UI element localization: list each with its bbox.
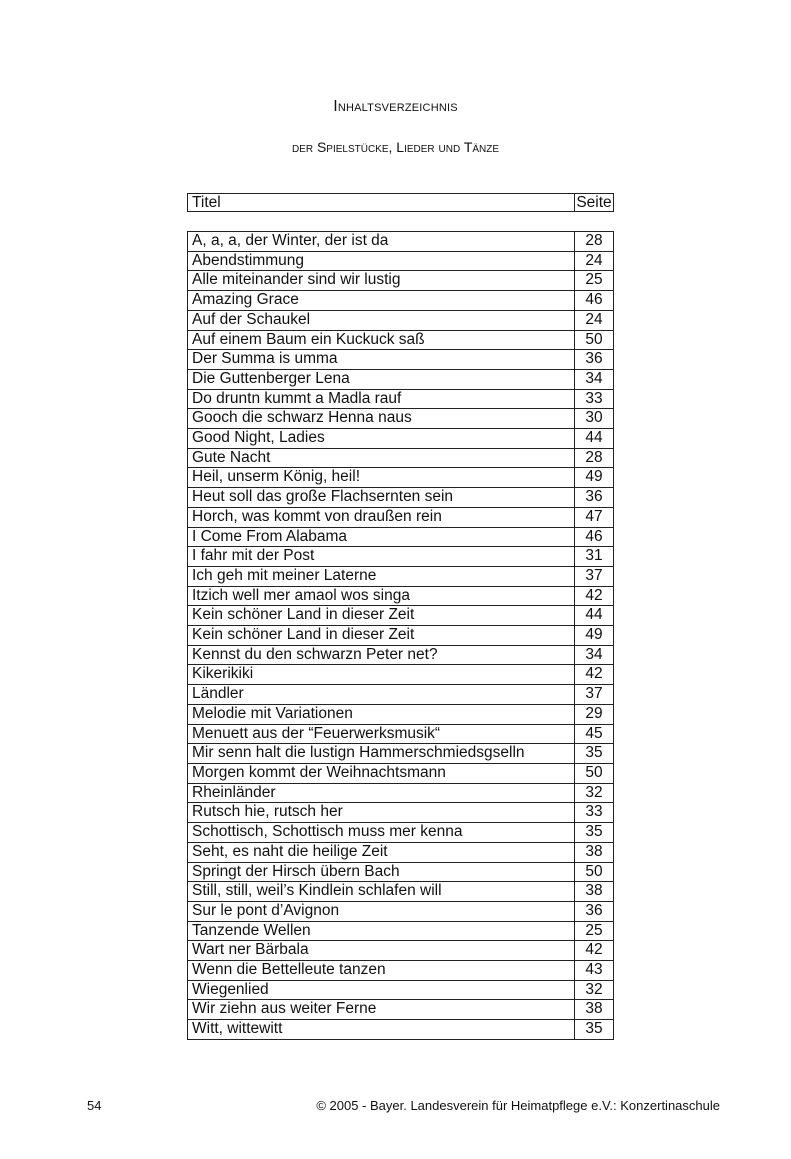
table-row xyxy=(188,468,614,488)
entry-title: Good Night, Ladies xyxy=(188,429,575,449)
entry-page: 31 xyxy=(575,547,614,567)
entry-title: Springt der Hirsch übern Bach xyxy=(188,862,575,882)
entry-page: 38 xyxy=(575,882,614,902)
entry-page: 47 xyxy=(575,507,614,527)
entry-page: 50 xyxy=(575,330,614,350)
entry-title: Menuett aus der “Feuerwerksmusik“ xyxy=(188,724,575,744)
table-row xyxy=(188,291,614,311)
entry-page: 33 xyxy=(575,389,614,409)
entry-page: 35 xyxy=(575,1020,614,1040)
entry-title: Kein schöner Land in dieser Zeit xyxy=(188,626,575,646)
table-row xyxy=(188,685,614,705)
table-row xyxy=(188,310,614,330)
table-row xyxy=(188,645,614,665)
table-row xyxy=(188,626,614,646)
entry-title: Heut soll das große Flachsernten sein xyxy=(188,488,575,508)
entry-title: Gooch die schwarz Henna naus xyxy=(188,409,575,429)
table-row xyxy=(188,606,614,626)
entry-page: 32 xyxy=(575,980,614,1000)
entry-page: 37 xyxy=(575,566,614,586)
entry-page: 25 xyxy=(575,271,614,291)
entry-title: Melodie mit Variationen xyxy=(188,704,575,724)
table-row xyxy=(188,803,614,823)
table-row xyxy=(188,882,614,902)
entry-title: Still, still, weil’s Kindlein schlafen will xyxy=(188,882,575,902)
entry-title: Der Summa is umma xyxy=(188,350,575,370)
entry-title: A, a, a, der Winter, der ist da xyxy=(188,232,575,252)
entry-page: 36 xyxy=(575,488,614,508)
table-row xyxy=(188,507,614,527)
entry-page: 44 xyxy=(575,606,614,626)
toc-header-row xyxy=(188,194,614,212)
entry-page: 28 xyxy=(575,232,614,252)
entry-title: Abendstimmung xyxy=(188,251,575,271)
entry-title: Seht, es naht die heilige Zeit xyxy=(188,842,575,862)
entry-title: Kikerikiki xyxy=(188,665,575,685)
table-row xyxy=(188,547,614,567)
page-column-header: Seite xyxy=(576,194,612,211)
table-row xyxy=(188,251,614,271)
entry-title: Alle miteinander sind wir lustig xyxy=(188,271,575,291)
entry-title: Die Guttenberger Lena xyxy=(188,369,575,389)
entry-title: Mir senn halt die lustign Hammerschmiedsgselln xyxy=(188,744,575,764)
table-row xyxy=(188,488,614,508)
footer-copyright: © 2005 - Bayer. Landesverein für Heimatpflege e.V.: Konzertinaschule xyxy=(316,1098,720,1113)
entry-title: Wir ziehn aus weiter Ferne xyxy=(188,1000,575,1020)
entry-title: Gute Nacht xyxy=(188,448,575,468)
entry-page: 42 xyxy=(575,586,614,606)
toc-header-table xyxy=(187,193,614,212)
entry-page: 28 xyxy=(575,448,614,468)
entry-page: 34 xyxy=(575,645,614,665)
entry-page: 37 xyxy=(575,685,614,705)
entry-title: Rutsch hie, rutsch her xyxy=(188,803,575,823)
entry-page: 34 xyxy=(575,369,614,389)
entry-page: 36 xyxy=(575,350,614,370)
entry-title: Rheinländer xyxy=(188,783,575,803)
entry-title: Tanzende Wellen xyxy=(188,921,575,941)
table-row xyxy=(188,665,614,685)
entry-page: 43 xyxy=(575,961,614,981)
entry-title: Schottisch, Schottisch muss mer kenna xyxy=(188,823,575,843)
entry-page: 24 xyxy=(575,251,614,271)
title-column-header: Titel xyxy=(188,194,575,212)
entry-title: Wiegenlied xyxy=(188,980,575,1000)
page-subtitle: der Spielstücke, Lieder und Tänze xyxy=(291,139,500,155)
toc-table xyxy=(187,231,614,1040)
entry-title: I fahr mit der Post xyxy=(188,547,575,567)
entry-title: Do druntn kummt a Madla rauf xyxy=(188,389,575,409)
entry-page: 24 xyxy=(575,310,614,330)
entry-page: 49 xyxy=(575,626,614,646)
entry-page: 42 xyxy=(575,665,614,685)
entry-title: Witt, wittewitt xyxy=(188,1020,575,1040)
entry-title: Wenn die Bettelleute tanzen xyxy=(188,961,575,981)
table-row xyxy=(188,232,614,252)
entry-title: Itzich well mer amaol wos singa xyxy=(188,586,575,606)
table-row xyxy=(188,271,614,291)
table-row xyxy=(188,586,614,606)
entry-title: Horch, was kommt von draußen rein xyxy=(188,507,575,527)
table-row xyxy=(188,744,614,764)
entry-title: Sur le pont d’Avignon xyxy=(188,901,575,921)
entry-title: Auf einem Baum ein Kuckuck saß xyxy=(188,330,575,350)
table-row xyxy=(188,724,614,744)
entry-title: Kein schöner Land in dieser Zeit xyxy=(188,606,575,626)
entry-title: Ich geh mit meiner Laterne xyxy=(188,566,575,586)
entry-page: 25 xyxy=(575,921,614,941)
table-row xyxy=(188,823,614,843)
footer-page-number: 54 xyxy=(87,1098,102,1113)
entry-page: 46 xyxy=(575,527,614,547)
table-row xyxy=(188,409,614,429)
entry-title: I Come From Alabama xyxy=(188,527,575,547)
entry-page: 38 xyxy=(575,1000,614,1020)
entry-page: 36 xyxy=(575,901,614,921)
entry-page: 35 xyxy=(575,823,614,843)
table-row xyxy=(188,429,614,449)
entry-title: Kennst du den schwarzn Peter net? xyxy=(188,645,575,665)
table-row xyxy=(188,980,614,1000)
table-row xyxy=(188,921,614,941)
page-title: Inhaltsverzeichnis xyxy=(333,98,458,115)
entry-page: 32 xyxy=(575,783,614,803)
table-row xyxy=(188,783,614,803)
entry-title: Morgen kommt der Weihnachtsmann xyxy=(188,763,575,783)
entry-page: 33 xyxy=(575,803,614,823)
entry-page: 49 xyxy=(575,468,614,488)
entry-title: Wart ner Bärbala xyxy=(188,941,575,961)
table-row xyxy=(188,566,614,586)
entry-page: 46 xyxy=(575,291,614,311)
table-row xyxy=(188,448,614,468)
table-row xyxy=(188,961,614,981)
entry-title: Auf der Schaukel xyxy=(188,310,575,330)
table-row xyxy=(188,350,614,370)
table-row xyxy=(188,704,614,724)
table-row xyxy=(188,1020,614,1040)
entry-page: 44 xyxy=(575,429,614,449)
entry-page: 42 xyxy=(575,941,614,961)
table-row xyxy=(188,389,614,409)
entry-page: 35 xyxy=(575,744,614,764)
entry-title: Ländler xyxy=(188,685,575,705)
table-row xyxy=(188,527,614,547)
table-row xyxy=(188,941,614,961)
table-row xyxy=(188,842,614,862)
entry-page: 45 xyxy=(575,724,614,744)
table-row xyxy=(188,1000,614,1020)
table-row xyxy=(188,763,614,783)
entry-title: Amazing Grace xyxy=(188,291,575,311)
table-row xyxy=(188,330,614,350)
entry-title: Heil, unserm König, heil! xyxy=(188,468,575,488)
entry-page: 30 xyxy=(575,409,614,429)
table-row xyxy=(188,369,614,389)
entry-page: 50 xyxy=(575,763,614,783)
entry-page: 29 xyxy=(575,704,614,724)
entry-page: 50 xyxy=(575,862,614,882)
table-row xyxy=(188,901,614,921)
table-row xyxy=(188,862,614,882)
entry-page: 38 xyxy=(575,842,614,862)
